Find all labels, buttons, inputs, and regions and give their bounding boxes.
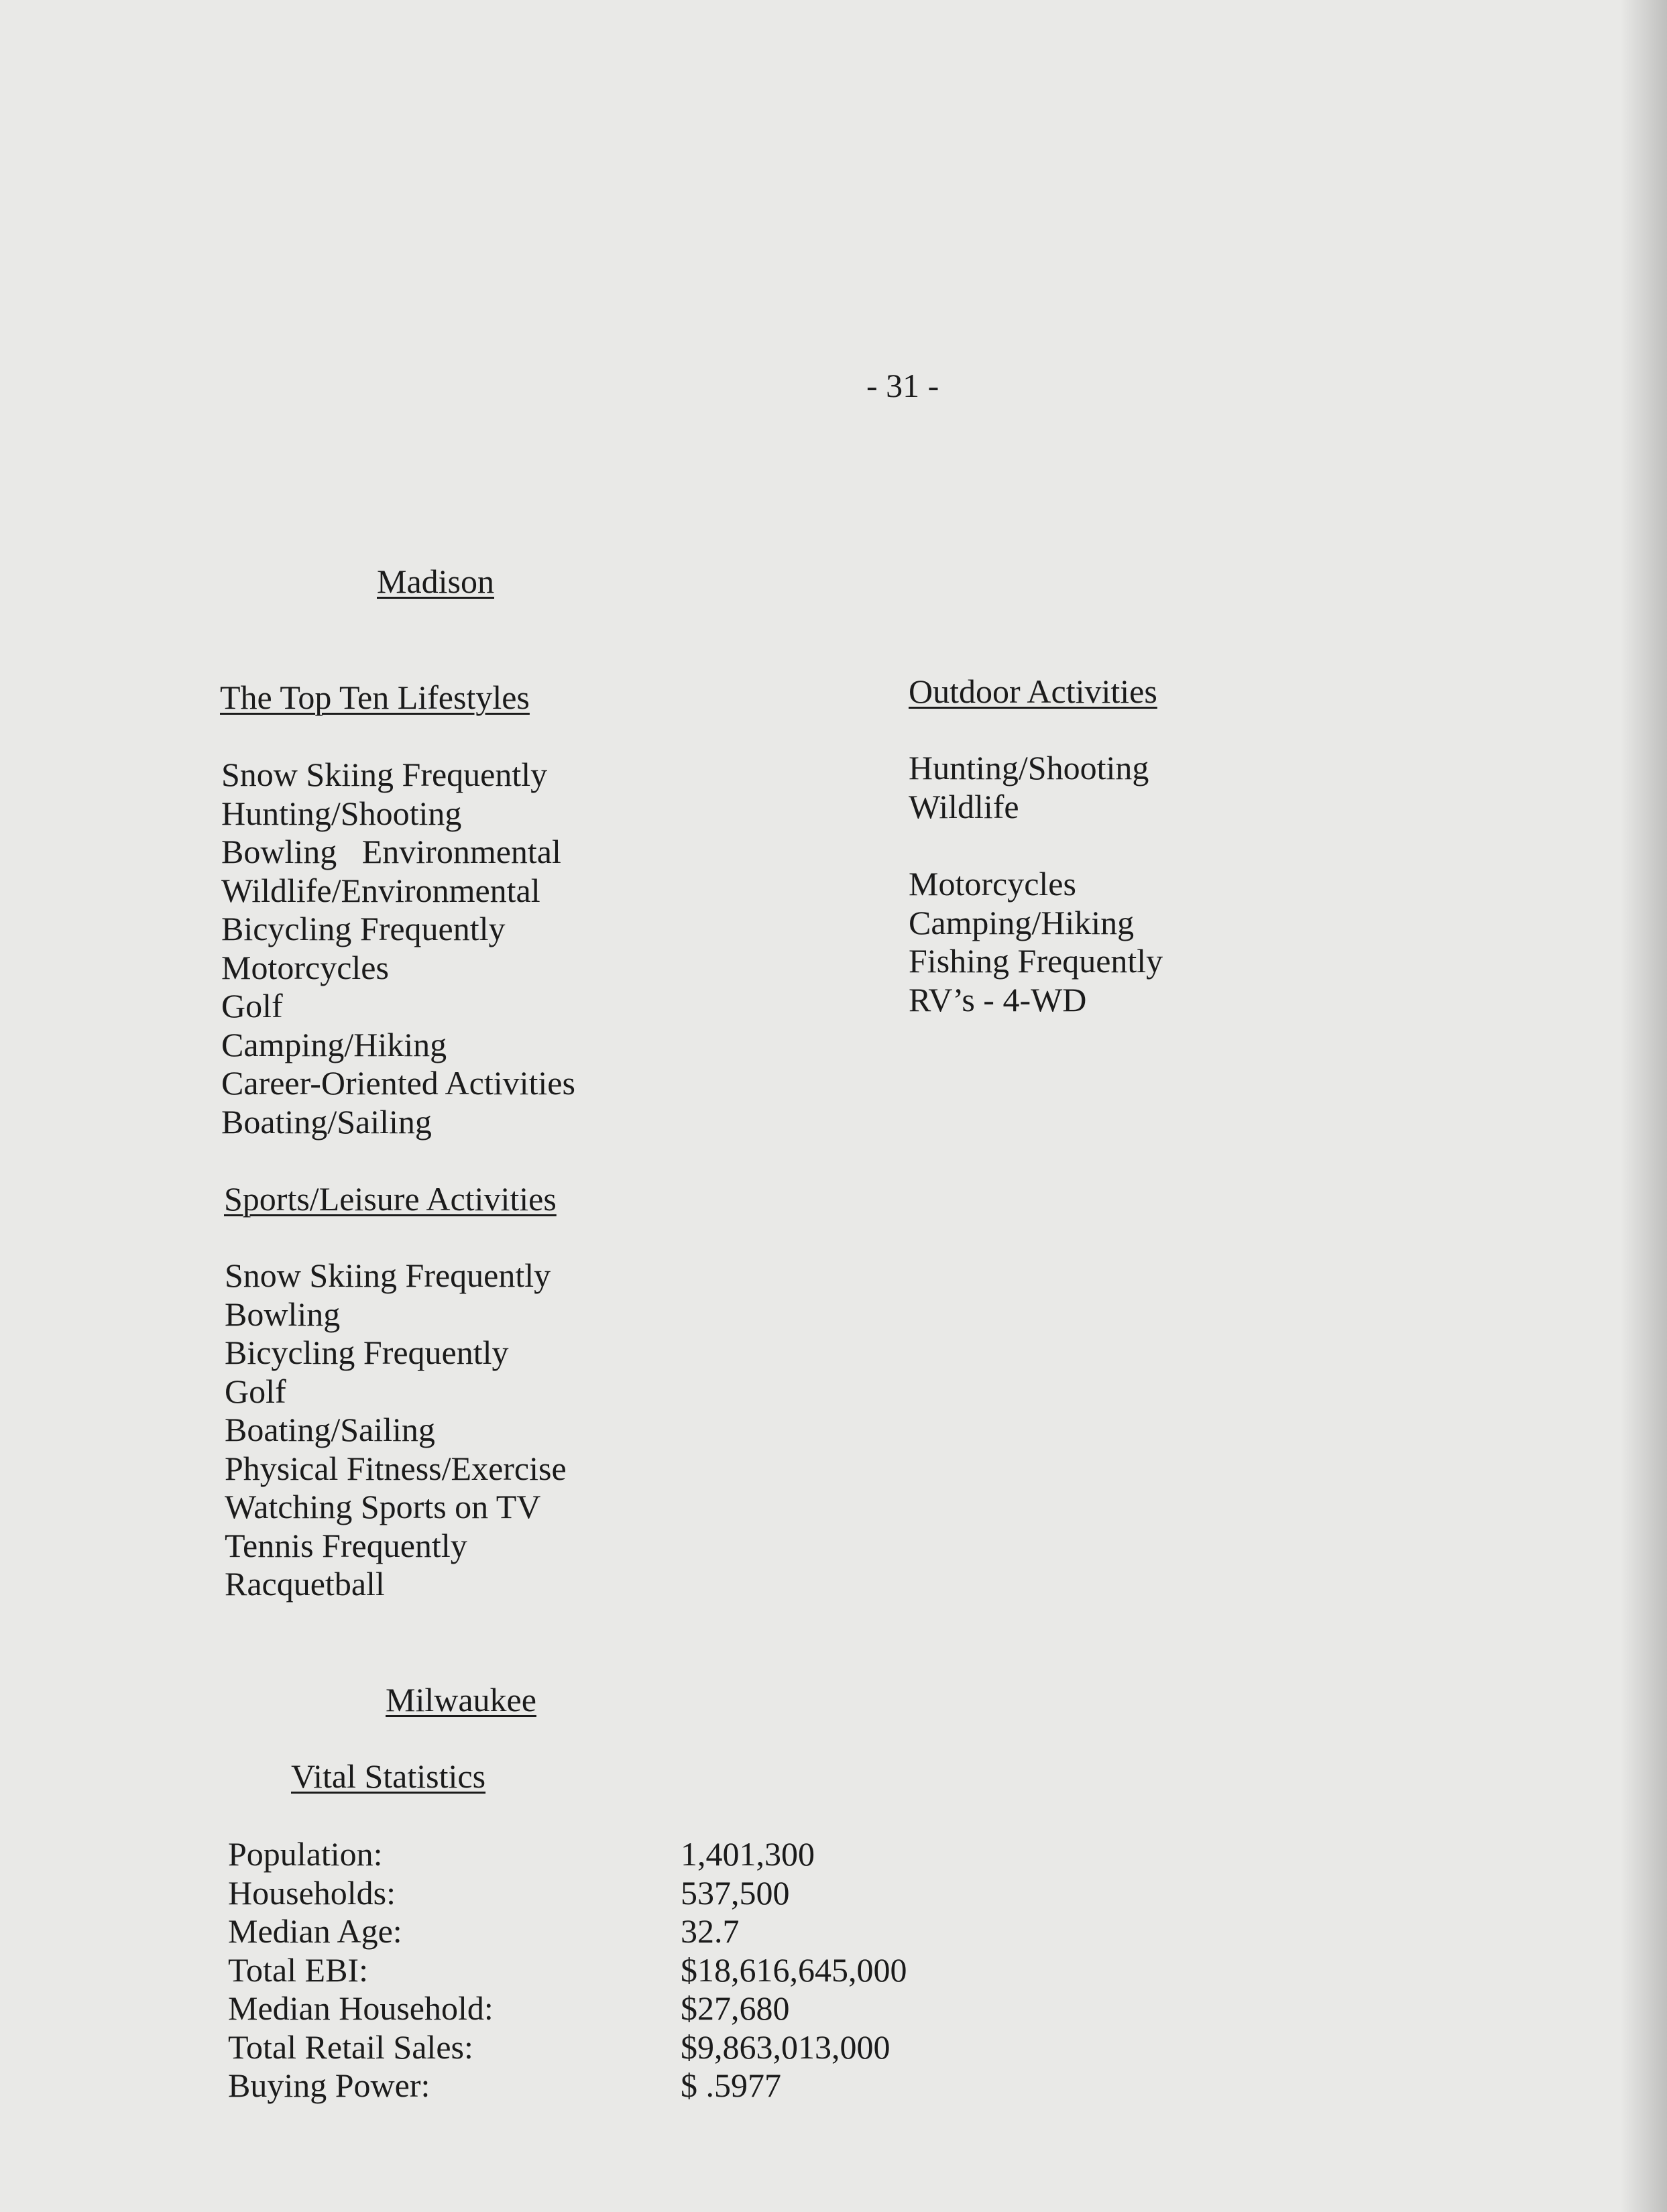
stat-label: Total Retail Sales: [228,2028,473,2066]
list-item: Golf [221,987,283,1025]
list-item: Hunting/Shooting [909,749,1149,787]
stat-value: 1,401,300 [681,1835,815,1873]
list-item: Snow Skiing Frequently [221,756,548,793]
list-item: Wildlife/Environmental [221,871,540,909]
stat-label: Total EBI: [228,1951,368,1989]
list-item: Wildlife [909,787,1019,825]
stat-row [228,1951,966,1990]
top-ten-lifestyles-heading: The Top Ten Lifestyles [220,679,530,716]
stat-row [228,1874,966,1913]
stat-value: $ .5977 [681,2067,781,2104]
madison-heading: Madison [377,563,494,600]
list-item: RV’s - 4-WD [909,980,1087,1018]
page-number: - 31 - [866,367,939,404]
sports-leisure-list [225,1257,567,1604]
list-item: Watching Sports on TV [225,1488,541,1525]
stat-value: 537,500 [681,1873,790,1912]
list-item: Snow Skiing Frequently [225,1257,551,1294]
outdoor-activities-heading: Outdoor Activities [909,673,1157,710]
stat-value: 32.7 [681,1912,740,1950]
list-item: Bicycling Frequently [225,1334,509,1371]
vital-statistics-heading: Vital Statistics [291,1757,486,1795]
list-item: Career-Oriented Activities [221,1064,575,1102]
list-item: Fishing Frequently [909,942,1163,980]
stat-row [228,1835,966,1874]
top-ten-lifestyles-list [221,756,575,1141]
list-item: Golf [225,1372,286,1410]
outdoor-activities-list-2 [909,865,1163,1019]
list-item: Motorcycles [909,865,1076,903]
list-item: Camping/Hiking [909,903,1135,941]
stat-row [228,1912,966,1951]
vital-statistics-table [228,1835,966,2105]
list-item: Camping/Hiking [221,1025,447,1063]
stat-label: Median Age: [228,1912,402,1950]
list-item: Bicycling Frequently [221,910,506,947]
stat-value: $18,616,645,000 [681,1951,907,1989]
sports-leisure-heading: Sports/Leisure Activities [224,1180,557,1218]
list-item: Boating/Sailing [225,1411,435,1448]
stat-row [228,1989,966,2028]
list-item: Bowling [225,1295,341,1333]
list-item: Hunting/Shooting [221,794,462,832]
stat-value: $27,680 [681,1989,790,2027]
list-item: Tennis Frequently [225,1526,467,1564]
stat-label: Population: [228,1835,383,1873]
list-item: Racquetball [225,1565,385,1603]
stat-label: Median Household: [228,1989,494,2027]
list-item: Bowling Environmental [221,833,561,870]
stat-value: $9,863,013,000 [681,2028,890,2066]
stat-row [228,2028,966,2067]
stat-row [228,2067,966,2105]
stat-label: Households: [228,1873,396,1912]
page-edge-shadow [1620,0,1667,2212]
list-item: Motorcycles [221,948,389,986]
milwaukee-heading: Milwaukee [386,1681,536,1719]
list-item: Physical Fitness/Exercise [225,1449,567,1487]
stat-label: Buying Power: [228,2067,430,2104]
list-item: Boating/Sailing [221,1102,432,1141]
outdoor-activities-list-1 [909,749,1149,826]
